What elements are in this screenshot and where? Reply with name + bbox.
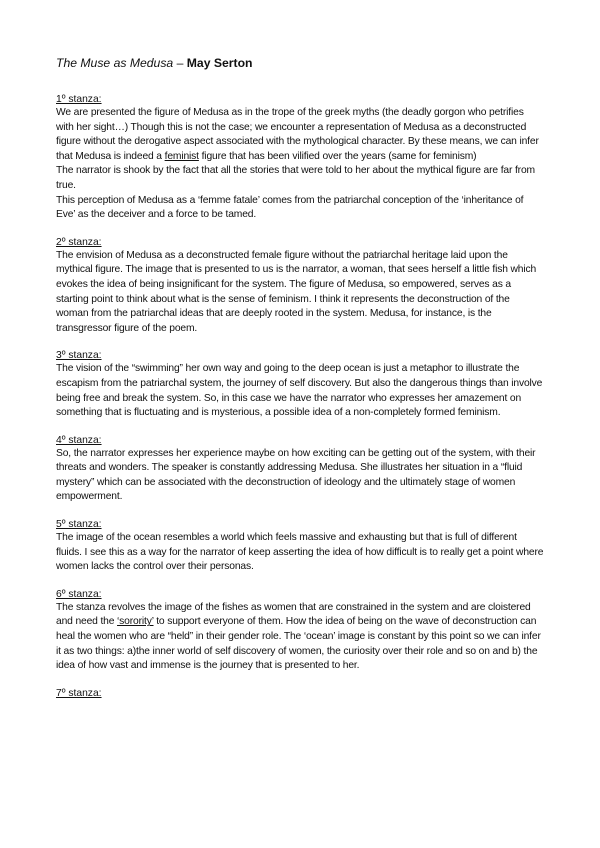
paragraph xyxy=(56,601,544,674)
document-page xyxy=(56,56,544,713)
stanza-3-section xyxy=(56,349,544,420)
paragraph xyxy=(56,531,544,575)
paragraph-text: figure that has been vilified over the years (same for feminism) xyxy=(198,150,477,162)
stanza-7-section xyxy=(56,687,544,700)
paragraph xyxy=(56,194,544,223)
document-title xyxy=(56,56,544,71)
stanza-5-section xyxy=(56,518,544,575)
paragraph xyxy=(56,362,544,420)
paragraph-text: So, the narrator expresses her experience maybe on how exciting can be getting out of the system, with their threats and wonders. The speaker is constantly addressing Medusa. She illustrates her situation in a “fluid mystery” which can be associated with the deconstruction of ideology and the ultimately stage of women empowerment. xyxy=(56,447,536,503)
paragraph-text: The stanza revolves the image of the fishes as women that are constrained in the system and are cloistered and need the xyxy=(56,601,531,628)
stanza-2-section xyxy=(56,236,544,337)
stanza-heading: 3º stanza: xyxy=(56,350,102,362)
paragraph-text: The narrator is shook by the fact that all the stories that were told to her about the mythical figure are far from true. xyxy=(56,165,535,191)
paragraph-text: The vision of the “swimming” her own way and going to the deep ocean is just a metaphor to illustrate the escapism from the patriarchal system, the journey of self discovery. But also the dangerous things than involve being free and break the system. So, in this case we have the narrator who expresses her amazement on something that is fluctuating and is mysterious, a possible idea of a non-completely formed feminism. xyxy=(56,363,543,419)
paragraph xyxy=(56,447,544,505)
stanza-4-section xyxy=(56,434,544,505)
paragraph-text: We are presented the figure of Medusa as in the trope of the greek myths (the deadly gorgon who petrifies with her sight…) Though this is not the case; we encounter a representation of Medusa as a deconstructed figure without the derogative aspect associated with the mythological character. By these means, we can infer that Medusa is indeed a xyxy=(56,107,539,162)
underlined-term: feminist xyxy=(164,150,199,162)
paragraph-text: to support everyone of them. How the idea of being on the wave of deconstruction can heal the women who are “held” in their gender role. The ‘ocean’ image is constant by this point so we can infer it as two things: a)the inner world of self discovery of women, the curiosity over their role and so on and b) the idea of how vast and immense is the journey that is presented to her. xyxy=(56,616,541,672)
stanza-heading: 2º stanza: xyxy=(56,236,102,248)
poem-title: The Muse as Medusa xyxy=(56,56,174,70)
paragraph xyxy=(56,249,544,337)
stanza-heading: 4º stanza: xyxy=(56,434,102,446)
title-separator: – xyxy=(173,56,187,70)
stanza-1-section xyxy=(56,93,544,223)
stanza-heading: 5º stanza: xyxy=(56,519,102,531)
stanza-heading: 7º stanza: xyxy=(56,687,102,699)
paragraph xyxy=(56,164,544,193)
underlined-term: ‘sorority’ xyxy=(117,616,154,628)
paragraph-text: The envision of Medusa as a deconstructed female figure without the patriarchal heritage laid upon the mythical figure. The image that is presented to us is the narrator, a woman, that sees herself a little fish which evokes the idea of being insignificant for the system. The figure of Medusa, so empowered, serves as a starting point to think about what is the sense of feminism. I think it represents the deconstruction of the woman from the patriarchal ideas that are deeply rooted in the system. Medusa, for instance, is the transgressor figure of the poem. xyxy=(56,249,537,334)
paragraph xyxy=(56,106,544,164)
paragraph-text: The image of the ocean resembles a world which feels massive and exhausting but that is full of different fluids. I see this as a way for the narrator of keep asserting the idea of how difficult is to really get a point where women lacks the control over their personas. xyxy=(56,532,544,573)
poem-author: May Serton xyxy=(186,56,253,70)
paragraph-text: This perception of Medusa as a ‘femme fatale’ comes from the patriarchal conception of the ‘inheritance of Eve’ as the deceiver and a force to be tamed. xyxy=(56,194,524,221)
stanza-heading: 6º stanza: xyxy=(56,588,102,600)
stanza-6-section xyxy=(56,588,544,674)
stanza-heading: 1º stanza: xyxy=(56,94,102,105)
